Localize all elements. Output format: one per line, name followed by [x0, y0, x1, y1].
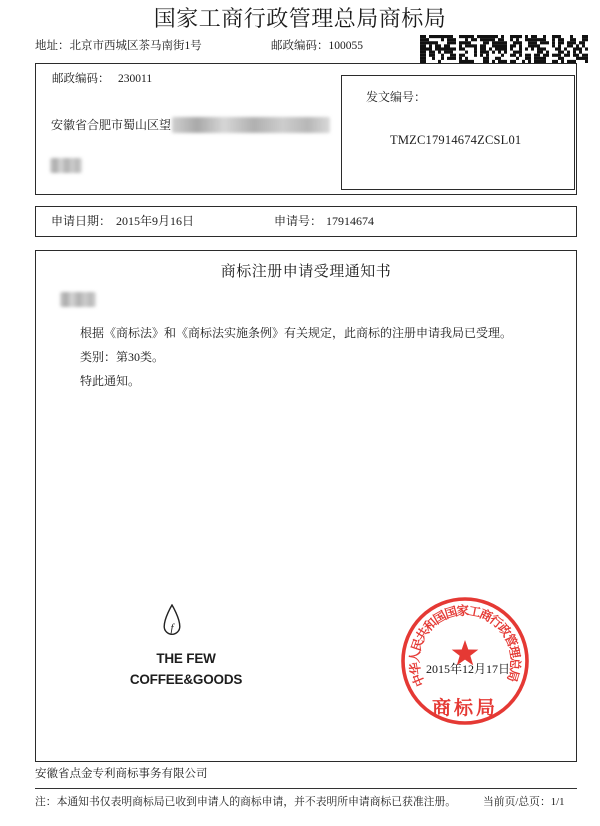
barcode-module — [495, 57, 498, 60]
barcode-module — [552, 41, 555, 44]
dispatch-number-value: TMZC17914674ZCSL01 — [390, 133, 522, 147]
barcode-module — [519, 54, 522, 57]
barcode-module — [459, 35, 462, 38]
footer-note: 注：本通知书仅表明商标局已收到申请人的商标申请，并不表明所申请商标已获准注册。 — [35, 796, 457, 808]
barcode-module — [492, 44, 495, 47]
barcode-module — [585, 60, 588, 63]
barcode-module — [525, 38, 528, 41]
barcode-module — [423, 44, 426, 47]
barcode-module — [576, 54, 579, 57]
barcode-module — [534, 38, 537, 41]
dispatch-number-label: 发文编号： — [366, 90, 427, 104]
barcode-module — [564, 47, 567, 50]
barcode-module — [420, 51, 423, 54]
issuer-postcode — [271, 41, 363, 53]
barcode-module — [552, 35, 555, 38]
barcode-module — [453, 41, 456, 44]
barcode-module — [495, 35, 498, 38]
barcode-module — [543, 47, 546, 50]
recipient-postcode-label: 邮政编码： — [52, 73, 110, 85]
barcode-module — [498, 38, 501, 41]
barcode-module — [441, 38, 444, 41]
redacted-recipient-name — [50, 158, 82, 173]
barcode-module — [582, 41, 585, 44]
barcode-module — [519, 47, 522, 50]
barcode-module — [423, 51, 426, 54]
barcode-module — [423, 41, 426, 44]
barcode-module — [534, 35, 537, 38]
barcode-module — [459, 54, 462, 57]
barcode-module — [447, 57, 450, 60]
barcode-module — [510, 47, 513, 50]
barcode-module — [558, 44, 561, 47]
barcode-module — [426, 41, 429, 44]
barcode-module — [513, 54, 516, 57]
barcode-module — [474, 44, 477, 47]
barcode-module — [558, 47, 561, 50]
barcode-module — [483, 38, 486, 41]
barcode-module — [570, 38, 573, 41]
barcode-module — [486, 57, 489, 60]
barcode-module — [558, 51, 561, 54]
barcode-module — [504, 44, 507, 47]
barcode-module — [552, 54, 555, 57]
barcode-module — [435, 41, 438, 44]
barcode-module — [471, 35, 474, 38]
footer-divider — [35, 788, 577, 789]
barcode-module — [543, 54, 546, 57]
barcode-module — [459, 41, 462, 44]
barcode-module — [576, 44, 579, 47]
barcode-module — [483, 57, 486, 60]
barcode-module — [492, 51, 495, 54]
barcode-module — [570, 44, 573, 47]
barcode-module — [567, 44, 570, 47]
barcode-module — [492, 38, 495, 41]
barcode-module — [543, 41, 546, 44]
barcode-module — [561, 38, 564, 41]
barcode-module — [429, 44, 432, 47]
barcode-module — [585, 47, 588, 50]
barcode-module — [474, 51, 477, 54]
barcode-module — [489, 47, 492, 50]
barcode-module — [441, 57, 444, 60]
recipient-address: 安徽省合肥市蜀山区望 — [51, 118, 172, 132]
barcode-module — [519, 41, 522, 44]
notice-body: 根据《商标法》和《商标法实施条例》有关规定，此商标的注册申请我局已受理。 — [80, 326, 513, 340]
barcode-module — [429, 47, 432, 50]
seal-ring-text-path: 中华人民共和国国家工商行政管理总局 — [406, 602, 524, 689]
barcode-module — [510, 35, 513, 38]
barcode-module — [561, 57, 564, 60]
barcode-module — [537, 44, 540, 47]
barcode-module — [513, 35, 516, 38]
barcode-module — [483, 47, 486, 50]
barcode-module — [576, 57, 579, 60]
barcode-module — [543, 38, 546, 41]
barcode-module — [486, 54, 489, 57]
barcode-module — [474, 54, 477, 57]
barcode-module — [438, 47, 441, 50]
barcode-module — [483, 44, 486, 47]
barcode-module — [477, 35, 480, 38]
barcode-module — [573, 54, 576, 57]
barcode-module — [453, 54, 456, 57]
barcode-module — [489, 38, 492, 41]
barcode-module — [447, 41, 450, 44]
barcode-module — [444, 47, 447, 50]
barcode-module — [438, 51, 441, 54]
notice-closing: 特此通知。 — [80, 374, 141, 388]
barcode-module — [459, 57, 462, 60]
seal-center-text: 商标局 — [431, 697, 499, 719]
barcode-module — [465, 41, 468, 44]
barcode-module — [441, 47, 444, 50]
issuer-address — [35, 41, 202, 53]
barcode-module — [423, 57, 426, 60]
barcode-module — [546, 41, 549, 44]
barcode-module — [498, 44, 501, 47]
barcode-module — [420, 38, 423, 41]
barcode-module — [465, 38, 468, 41]
barcode-module — [552, 38, 555, 41]
barcode-module — [537, 51, 540, 54]
redacted-addressee — [60, 292, 96, 307]
water-drop-icon — [162, 604, 182, 638]
issuer-postcode-label: 邮政编码： — [271, 40, 329, 52]
barcode-module — [498, 41, 501, 44]
barcode-module — [423, 54, 426, 57]
barcode-module — [462, 47, 465, 50]
barcode-module — [561, 41, 564, 44]
barcode-module — [516, 35, 519, 38]
barcode-module — [429, 41, 432, 44]
barcode-module — [465, 44, 468, 47]
application-date-label: 申请日期： — [51, 214, 112, 228]
barcode-module — [462, 35, 465, 38]
barcode-module — [510, 38, 513, 41]
barcode-module — [450, 41, 453, 44]
barcode-module — [528, 41, 531, 44]
barcode-module — [528, 38, 531, 41]
barcode-module — [540, 47, 543, 50]
barcode-module — [504, 41, 507, 44]
barcode-module — [495, 44, 498, 47]
barcode-module — [501, 47, 504, 50]
barcode-module — [573, 41, 576, 44]
barcode-module — [501, 44, 504, 47]
barcode-module — [447, 44, 450, 47]
barcode-module — [585, 57, 588, 60]
barcode-module — [519, 44, 522, 47]
barcode-module — [567, 54, 570, 57]
barcode-module — [555, 47, 558, 50]
barcode-module — [450, 51, 453, 54]
barcode-module — [453, 57, 456, 60]
barcode-module — [465, 57, 468, 60]
barcode-module — [534, 57, 537, 60]
barcode-module — [426, 47, 429, 50]
logo-line-1: THE FEW — [156, 651, 216, 666]
barcode-module — [438, 44, 441, 47]
barcode-module — [567, 41, 570, 44]
barcode-module — [486, 35, 489, 38]
barcode-module — [513, 51, 516, 54]
barcode-module — [474, 38, 477, 41]
barcode-module — [579, 41, 582, 44]
barcode-module — [546, 54, 549, 57]
barcode-module — [432, 41, 435, 44]
barcode-module — [519, 35, 522, 38]
barcode-module — [558, 38, 561, 41]
barcode-module — [468, 35, 471, 38]
barcode-module — [459, 44, 462, 47]
notice-class — [80, 351, 164, 363]
barcode-module — [498, 57, 501, 60]
barcode-module — [558, 54, 561, 57]
barcode-module — [558, 41, 561, 44]
barcode-module — [516, 51, 519, 54]
barcode-module — [531, 41, 534, 44]
barcode-module — [570, 41, 573, 44]
barcode-module — [495, 41, 498, 44]
barcode-module — [543, 57, 546, 60]
barcode-module — [483, 35, 486, 38]
barcode-module — [525, 54, 528, 57]
barcode-module — [537, 57, 540, 60]
barcode-module — [429, 51, 432, 54]
barcode-module — [480, 38, 483, 41]
recipient-postcode-value: 230011 — [118, 73, 153, 85]
barcode-module — [420, 35, 423, 38]
barcode-module — [480, 47, 483, 50]
barcode-module — [468, 44, 471, 47]
barcode-module — [447, 35, 450, 38]
barcode-module — [534, 54, 537, 57]
barcode-module — [570, 35, 573, 38]
page-indicator-value: 1/1 — [550, 796, 565, 808]
barcode-module — [435, 47, 438, 50]
barcode-module — [420, 44, 423, 47]
barcode-module — [450, 35, 453, 38]
barcode-module — [564, 54, 567, 57]
logo-line-2: COFFEE&GOODS — [129, 672, 243, 687]
barcode-module — [531, 44, 534, 47]
official-seal — [398, 594, 532, 728]
barcode-module — [582, 54, 585, 57]
barcode-module — [531, 38, 534, 41]
barcode-module — [501, 54, 504, 57]
notice-title: 商标注册申请受理通知书 — [220, 264, 392, 280]
barcode-module — [579, 57, 582, 60]
issuer-address-value: 北京市西城区茶马南街1号 — [69, 40, 202, 52]
barcode-module — [573, 38, 576, 41]
application-number-label: 申请号： — [274, 214, 323, 228]
barcode-module — [438, 35, 441, 38]
application-number-value: 17914674 — [326, 214, 374, 228]
barcode-module — [483, 51, 486, 54]
barcode-module — [435, 35, 438, 38]
barcode-module — [579, 47, 582, 50]
barcode-module — [528, 44, 531, 47]
barcode-module — [582, 35, 585, 38]
page-indicator — [483, 797, 565, 808]
barcode-module — [459, 47, 462, 50]
barcode-module — [540, 51, 543, 54]
barcode-module — [447, 38, 450, 41]
issuer-postcode-value: 100055 — [328, 40, 363, 52]
barcode-module — [501, 38, 504, 41]
barcode-module — [558, 35, 561, 38]
notice-class-label: 类别： — [80, 350, 117, 364]
barcode-module — [516, 41, 519, 44]
barcode-module — [501, 41, 504, 44]
barcode-module — [465, 35, 468, 38]
barcode-module — [582, 57, 585, 60]
barcode-module — [534, 41, 537, 44]
barcode-module — [513, 41, 516, 44]
barcode-module — [420, 54, 423, 57]
barcode-module — [585, 54, 588, 57]
barcode-module — [492, 35, 495, 38]
barcode-module — [513, 44, 516, 47]
barcode-module — [546, 51, 549, 54]
redacted-address — [172, 117, 330, 133]
barcode-module — [480, 54, 483, 57]
barcode-module — [489, 35, 492, 38]
barcode-module — [435, 44, 438, 47]
barcode-module — [462, 54, 465, 57]
barcode-module — [480, 44, 483, 47]
barcode-module — [528, 57, 531, 60]
barcode-module — [555, 35, 558, 38]
barcode-module — [471, 44, 474, 47]
barcode-module — [450, 47, 453, 50]
barcode-module — [441, 35, 444, 38]
barcode-module — [462, 41, 465, 44]
barcode-module — [585, 35, 588, 38]
barcode-module — [504, 51, 507, 54]
barcode-module — [543, 35, 546, 38]
barcode-module — [432, 54, 435, 57]
barcode-module — [525, 35, 528, 38]
barcode-module — [432, 51, 435, 54]
barcode-module — [537, 54, 540, 57]
barcode-module — [573, 47, 576, 50]
barcode-module — [432, 35, 435, 38]
barcode-module — [465, 51, 468, 54]
barcode-module — [540, 38, 543, 41]
page-indicator-label: 当前页/总页： — [483, 796, 551, 808]
barcode-module — [444, 35, 447, 38]
barcode-module — [540, 41, 543, 44]
barcode-module — [450, 54, 453, 57]
barcode-module — [423, 38, 426, 41]
barcode-module — [540, 57, 543, 60]
barcode-module — [555, 54, 558, 57]
barcode-module — [447, 51, 450, 54]
barcode-module — [453, 47, 456, 50]
barcode-module — [510, 54, 513, 57]
barcode-module — [516, 38, 519, 41]
barcode-module — [501, 35, 504, 38]
barcode-module — [450, 57, 453, 60]
barcode-module — [444, 44, 447, 47]
barcode-module — [510, 44, 513, 47]
barcode-module — [558, 57, 561, 60]
application-date-value: 2015年9月16日 — [116, 214, 195, 228]
barcode-module — [573, 51, 576, 54]
barcode-module — [444, 51, 447, 54]
barcode-module — [519, 51, 522, 54]
issuer-address-label: 地址： — [35, 40, 70, 52]
barcode-module — [576, 47, 579, 50]
barcode-module — [426, 38, 429, 41]
barcode-module — [423, 47, 426, 50]
barcode-module — [480, 51, 483, 54]
barcode-module — [474, 47, 477, 50]
barcode-module — [423, 35, 426, 38]
barcode-module — [525, 47, 528, 50]
barcode-module — [552, 44, 555, 47]
barcode-module — [582, 38, 585, 41]
barcode-module — [480, 35, 483, 38]
barcode-module — [432, 57, 435, 60]
barcode-module — [486, 51, 489, 54]
notice-class-value: 第30类。 — [116, 350, 165, 364]
barcode-module — [468, 41, 471, 44]
barcode-module — [429, 35, 432, 38]
barcode-module — [447, 47, 450, 50]
agency-name: 安徽省点金专利商标事务有限公司 — [35, 768, 208, 780]
barcode — [420, 35, 588, 63]
barcode-module — [537, 47, 540, 50]
issue-date: 2015年12月17日 — [426, 662, 511, 676]
barcode-module — [531, 35, 534, 38]
barcode-module — [453, 38, 456, 41]
barcode-module — [492, 41, 495, 44]
barcode-module — [504, 47, 507, 50]
barcode-module — [486, 41, 489, 44]
barcode-module — [420, 41, 423, 44]
logo-glyph: f — [170, 622, 174, 634]
barcode-module — [531, 47, 534, 50]
barcode-module — [471, 38, 474, 41]
barcode-module — [498, 51, 501, 54]
barcode-module — [528, 54, 531, 57]
barcode-module — [420, 57, 423, 60]
barcode-module — [495, 47, 498, 50]
barcode-module — [486, 38, 489, 41]
barcode-module — [579, 51, 582, 54]
barcode-module — [483, 41, 486, 44]
barcode-module — [525, 57, 528, 60]
barcode-module — [441, 54, 444, 57]
barcode-module — [582, 44, 585, 47]
barcode-module — [450, 38, 453, 41]
barcode-module — [498, 47, 501, 50]
barcode-module — [534, 44, 537, 47]
barcode-module — [420, 47, 423, 50]
barcode-module — [537, 38, 540, 41]
barcode-module — [516, 57, 519, 60]
barcode-module — [429, 54, 432, 57]
issuer-title: 国家工商行政管理总局商标局 — [153, 6, 447, 31]
barcode-module — [561, 51, 564, 54]
barcode-module — [567, 51, 570, 54]
barcode-module — [585, 38, 588, 41]
